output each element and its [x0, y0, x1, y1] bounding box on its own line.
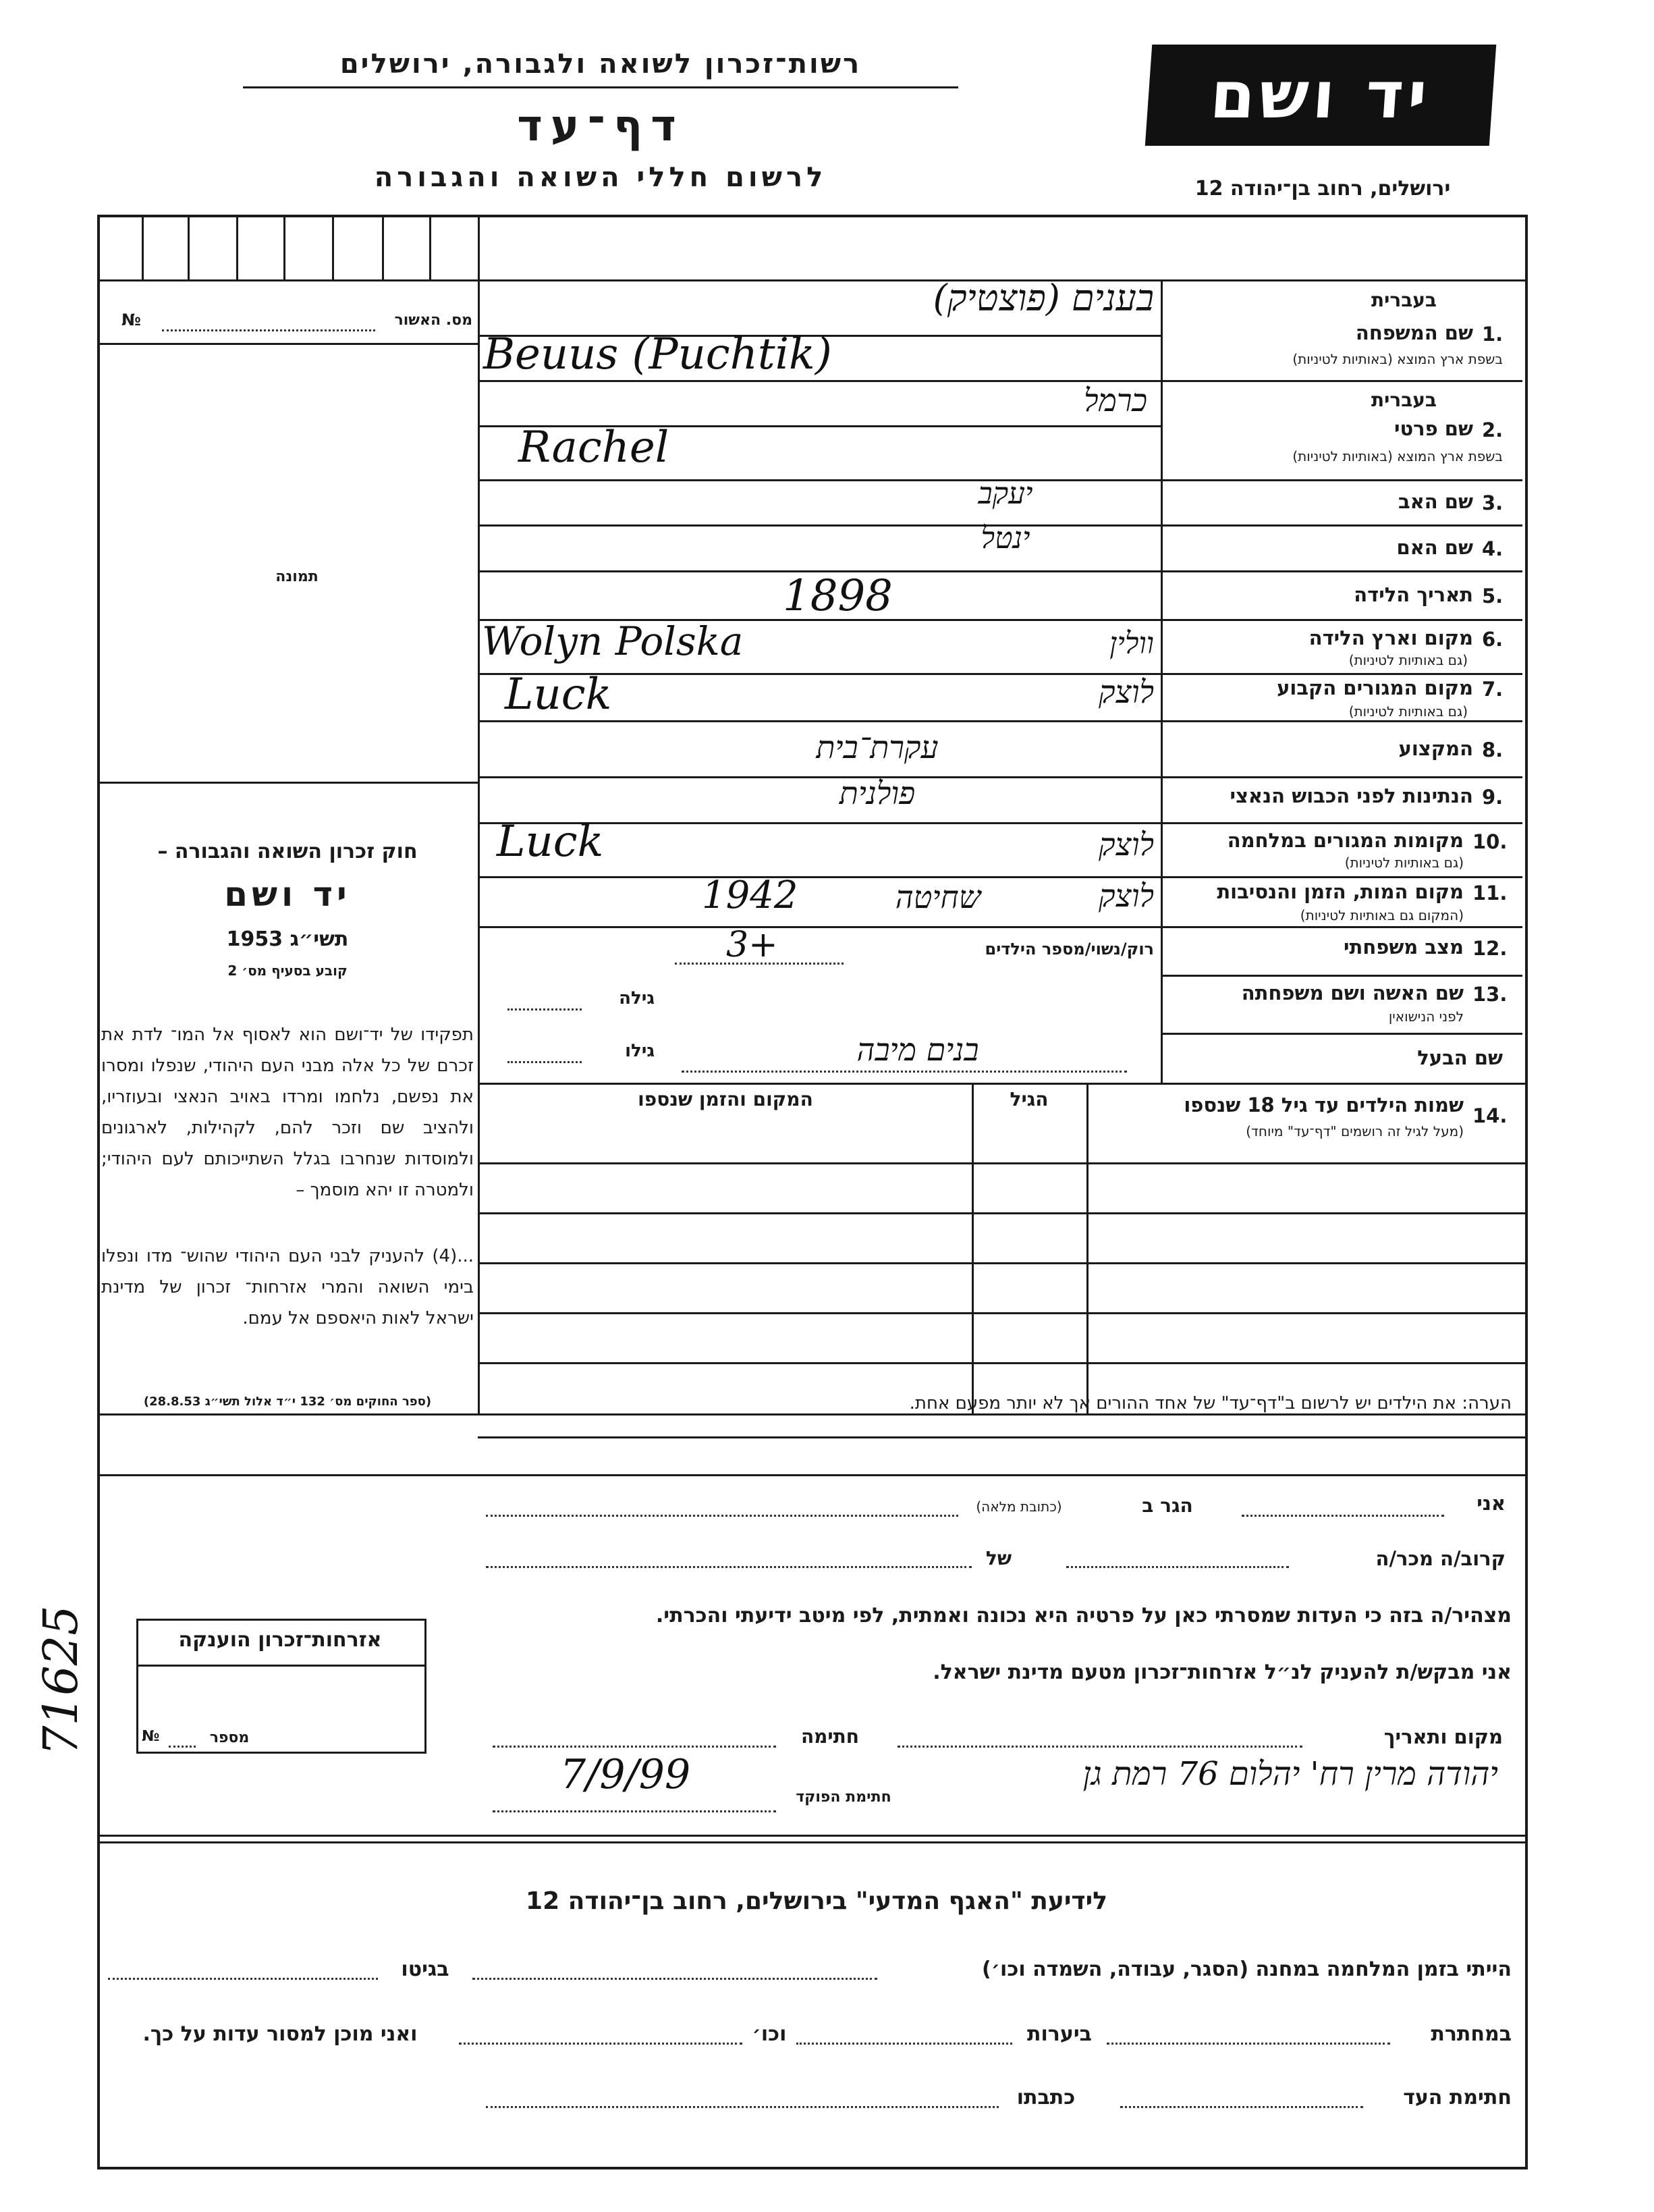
approval-number-symbol: №: [121, 311, 141, 329]
field-6-value-hebrew[interactable]: וולין: [1109, 626, 1154, 661]
age-field-female[interactable]: [507, 1008, 582, 1010]
side-archive-number: 71625: [33, 1605, 88, 1756]
logo-text: יד ושם: [1207, 57, 1434, 133]
field-9-label: הנתינות לפני הכבוש הנאצי: [1230, 784, 1473, 807]
authority-title: רשות־זכרון לשואה ולגבורה, ירושלים: [339, 49, 862, 80]
field-1-number: 1.: [1482, 323, 1504, 346]
info-underground-label: במחתרת: [1431, 2022, 1512, 2046]
field-2-number: 2.: [1482, 419, 1504, 441]
info-address-label: כתבתו: [1016, 2086, 1076, 2109]
note-text: הערה: את הילדים יש לרשום ב"דף־עד" של אחד ההורים אך לא יותר מפעם אחת.: [909, 1393, 1512, 1413]
age-label-male: גילו: [625, 1041, 655, 1061]
request: אני מבקש/ת להעניק לנ״ל אזרחות־זכרון מטעם מדינת ישראל.: [933, 1661, 1512, 1684]
official-stamp-label: חתימת הפוקד: [796, 1789, 891, 1806]
document-title: דף־עד: [517, 101, 684, 151]
children-sub: (מעל לגיל זה רושמים "דף־עד" מיוחד): [1246, 1123, 1464, 1139]
of-label: של: [985, 1547, 1012, 1569]
approval-label: מס. האשור: [394, 312, 472, 329]
forests-field[interactable]: [796, 2043, 1012, 2045]
certificate-no-symbol: №: [142, 1728, 160, 1745]
law-text-1: תפקידו של יד־ושם הוא לאסוף אל המו־ לדת את זכרם של כל אלה מבני העם היהודי, שנפלו ומסרו את נפשם, נלחמו ומרדו באויב הנאצי ובעוזריו, ולהציב שם וזכר להם, לקהילות, לארגונים ולמוסדות שנחרבו בגלל השתייכותם לעם היהודי; ולמטרה זו יהא מוסמך –: [101, 1025, 474, 1200]
field-13-sub: לפני הנישואין: [1388, 1008, 1464, 1025]
info-forests-label: ביערות: [1027, 2022, 1092, 2046]
children-place-header: המקום והזמן שנספו: [638, 1088, 813, 1110]
law-name: יד ושם: [224, 875, 351, 914]
field-7-value-latin[interactable]: Luck: [505, 670, 612, 720]
relation-field[interactable]: [1066, 1566, 1289, 1568]
field-11-value-year[interactable]: 1942: [702, 873, 798, 917]
field-11-label: מקום המות, הזמן והנסיבות: [1217, 880, 1464, 903]
certificate-number-label: מספר: [209, 1729, 250, 1746]
field-9-number: 9.: [1482, 786, 1504, 809]
declarant-name-field[interactable]: [1242, 1515, 1444, 1517]
camp-field[interactable]: [472, 1978, 877, 1980]
field-4-label: שם האם: [1396, 536, 1473, 559]
handwritten-date[interactable]: 7/9/99: [560, 1751, 691, 1798]
field-8-label: המקצוע: [1398, 737, 1473, 760]
field-10-value-hebrew[interactable]: לוצק: [1098, 826, 1154, 863]
field-4-number: 4.: [1482, 537, 1504, 560]
field-1-value-hebrew[interactable]: בענים (פוצטיק): [933, 277, 1154, 319]
info-etc-label: וכו׳: [752, 2022, 787, 2046]
children-label: שמות הילדים עד גיל 18 שנספו: [1184, 1094, 1464, 1116]
field-11-value-place[interactable]: לוצק: [1098, 878, 1154, 914]
field-10-label: מקומות המגורים במלחמה: [1227, 829, 1464, 852]
field-13-label: שם האשה ושם משפחתה: [1241, 981, 1464, 1004]
witness-signature-field[interactable]: [1120, 2106, 1363, 2108]
signature-field[interactable]: [493, 1746, 776, 1748]
certificate-title: אזרחות־זכרון הוענקה: [178, 1628, 382, 1652]
field-5-number: 5.: [1482, 585, 1504, 608]
handwritten-place[interactable]: יהודה מרין רח' יהלום 76 רמת גן: [1082, 1755, 1498, 1793]
field-8-number: 8.: [1482, 738, 1504, 761]
place-date-label: מקום ותאריך: [1383, 1725, 1503, 1748]
info-title: לידיעת "האגף המדעי" בירושלים, רחוב בן־יהודה 12: [526, 1887, 1107, 1915]
field-1-value-latin[interactable]: Beuus (Puchtik): [483, 329, 832, 379]
address: ירושלים, רחוב בן־יהודה 12: [1194, 177, 1451, 200]
field-7-label: מקום המגורים הקבוע: [1277, 676, 1473, 699]
field-12-label: מצב משפחתי: [1343, 936, 1464, 959]
field-2-lang: בעברית: [1371, 389, 1437, 411]
age-field-male[interactable]: [507, 1061, 582, 1063]
field-14-number: 14.: [1472, 1104, 1508, 1127]
field-4-value[interactable]: ינטל: [981, 521, 1030, 556]
field-10-value-latin[interactable]: Luck: [497, 817, 604, 867]
field-6-number: 6.: [1482, 628, 1504, 651]
etc-field[interactable]: [459, 2043, 742, 2045]
field-2-label: שם פרטי: [1394, 417, 1473, 440]
children-age-header: הגיל: [1010, 1088, 1049, 1110]
field-6-sub: (גם באותיות לטיניות): [1348, 652, 1468, 668]
field-9-value[interactable]: פולנית: [839, 775, 916, 811]
field-7-sub: (גם באותיות לטיניות): [1348, 703, 1468, 720]
law-clause: קובע בסעיף מס׳ 2: [227, 963, 348, 979]
info-line1-label: הייתי בזמן המלחמה במחנה (הסגר, עבודה, השמדה וכו׳): [982, 1958, 1512, 1981]
full-address-hint: (כתובת מלאה): [976, 1499, 1062, 1515]
certificate-number-field[interactable]: [169, 1746, 196, 1748]
relation-of-field[interactable]: [486, 1566, 972, 1568]
field-10-number: 10.: [1472, 830, 1508, 853]
law-text-2: ...(4) להעניק לבני העם היהודי שהוש־ מדו ונפלו בימי השואה והמרי אזרחות־ זכרון של מדינת ישראל לאות היאספם אל עמם.: [101, 1246, 474, 1328]
law-title: חוק זכרון השואה והגבורה –: [157, 840, 418, 863]
underground-field[interactable]: [1107, 2043, 1390, 2045]
info-ghetto-label: בגיטו: [401, 1958, 449, 1981]
field-2-sub: בשפת ארץ המוצא (באותיות לטיניות): [1292, 448, 1503, 464]
field-5-label: תאריך הלידה: [1354, 583, 1473, 606]
field-1-label: שם המשפחה: [1355, 321, 1473, 344]
field-2-value-latin[interactable]: Rachel: [518, 423, 669, 473]
address-field[interactable]: [486, 1515, 958, 1517]
left-column-divider: [478, 279, 480, 1413]
age-label-female: גילה: [619, 988, 655, 1008]
field-13-number: 13.: [1472, 983, 1508, 1006]
law-source: (ספר החוקים מס׳ 132 י״ד אלול תשי״ג 28.8.53): [143, 1395, 432, 1409]
field-3-label: שם האב: [1398, 490, 1473, 513]
ghetto-field[interactable]: [108, 1978, 378, 1980]
field-2-value-hebrew[interactable]: כרמל: [1084, 382, 1147, 419]
law-year: תשי״ג 1953: [226, 927, 349, 951]
signature-label: חתימה: [800, 1725, 860, 1748]
document-subtitle: לרשום חללי השואה והגבורה: [374, 162, 827, 193]
approval-field[interactable]: [162, 329, 375, 331]
field-1-lang: בעברית: [1371, 289, 1437, 311]
field-1-sub: בשפת ארץ המוצא (באותיות לטיניות): [1292, 351, 1503, 367]
label-column-divider: [1161, 279, 1163, 1083]
field-12-value[interactable]: 3+: [726, 925, 778, 965]
info-testimony-label: ואני מוכן למסור עדות על כך.: [142, 2022, 418, 2046]
place-date-field[interactable]: [898, 1746, 1302, 1748]
info-witness-signature-label: חתימת העד: [1403, 2086, 1512, 2109]
authority-underline: [243, 86, 958, 88]
husband-label: שם הבעל: [1417, 1046, 1503, 1069]
relation-label: קרוב/ה מכר/ה: [1375, 1547, 1506, 1570]
field-3-value[interactable]: יעקב: [978, 477, 1033, 511]
field-5-value[interactable]: 1898: [783, 571, 893, 621]
field-12-prompt: רוק/נשוי/מספר הילדים: [985, 940, 1154, 959]
field-10-sub: (גם באותיות לטיניות): [1344, 855, 1464, 871]
field-6-value-latin[interactable]: Wolyn Polska: [482, 618, 744, 664]
statement: מצהיר/ה בזה כי העדות שמסרתי כאן על פרטיה היא נכונה ואמתית, לפי מיטב ידיעתי והכרתי.: [655, 1604, 1512, 1627]
field-8-value[interactable]: עקרת־בית: [816, 729, 939, 765]
field-7-number: 7.: [1482, 678, 1504, 701]
husband-value[interactable]: בנים מיבה: [856, 1031, 979, 1068]
field-6-label: מקום וארץ הלידה: [1308, 626, 1473, 649]
field-11-value-circumstance[interactable]: שחיטה: [895, 879, 981, 915]
photo-label: תמונה: [275, 568, 319, 585]
field-7-value-hebrew[interactable]: לוצק: [1098, 674, 1154, 710]
field-12-number: 12.: [1472, 937, 1508, 960]
witness-address-field[interactable]: [486, 2106, 999, 2108]
field-3-number: 3.: [1482, 491, 1504, 514]
declarant-label: אני: [1477, 1492, 1506, 1515]
resides-label: הגר ב: [1142, 1494, 1193, 1517]
field-11-number: 11.: [1472, 882, 1508, 905]
yad-vashem-logo: [1145, 45, 1496, 146]
field-11-sub: (המקום גם באותיות לטיניות): [1300, 907, 1464, 923]
top-strip-divider: [478, 215, 480, 282]
